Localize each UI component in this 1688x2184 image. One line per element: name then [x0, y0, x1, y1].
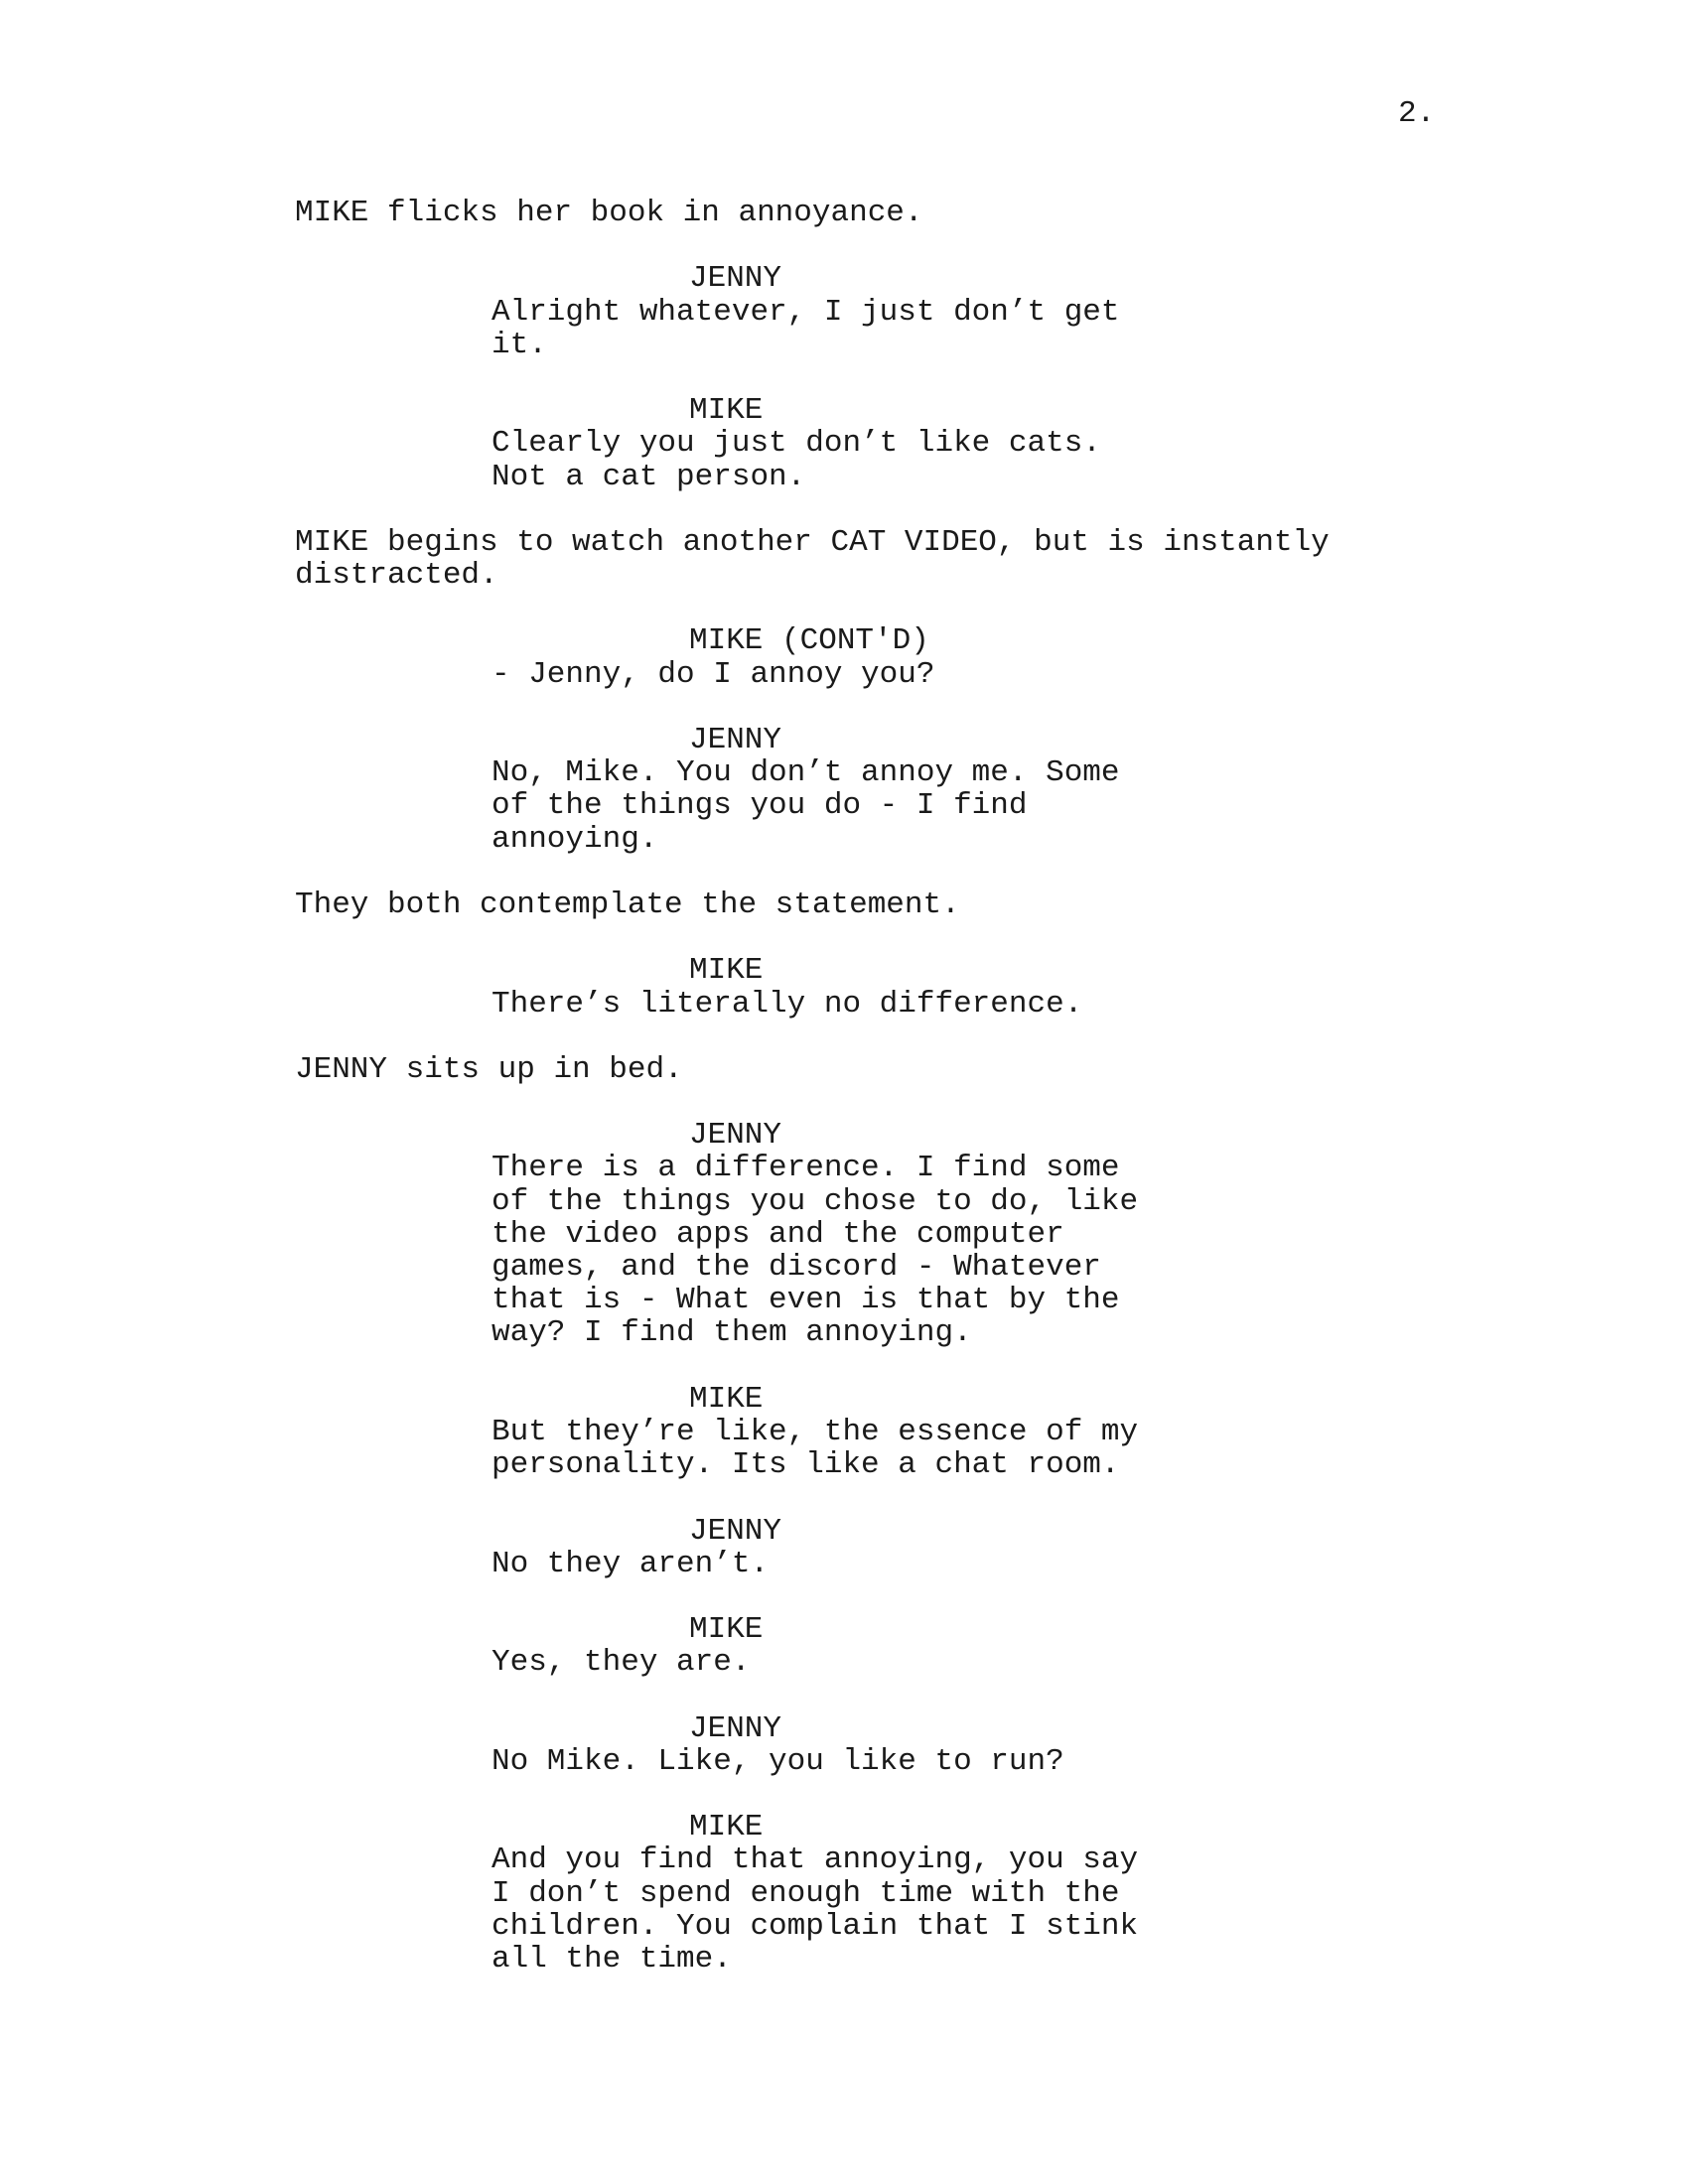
- dialogue-block: [0, 1416, 1688, 1481]
- blank-line: [0, 1086, 1688, 1119]
- dialogue-line: games, and the discord - Whatever: [492, 1250, 1101, 1285]
- blank-line: [0, 1021, 1688, 1053]
- character-name: MIKE: [689, 1381, 764, 1417]
- character-cue: [0, 724, 1688, 756]
- dialogue-line: No Mike. Like, you like to run?: [492, 1743, 1064, 1779]
- screenplay-body: [0, 197, 1688, 1976]
- dialogue-line: annoying.: [492, 821, 658, 857]
- character-name: JENNY: [689, 1513, 782, 1549]
- blank-line: [0, 229, 1688, 262]
- dialogue-block: [0, 658, 1688, 691]
- character-cue: [0, 262, 1688, 295]
- dialogue-line: There is a difference. I find some: [492, 1151, 1120, 1186]
- blank-line: [0, 1580, 1688, 1613]
- character-name: JENNY: [689, 723, 782, 757]
- character-name: MIKE: [689, 393, 764, 429]
- character-name: JENNY: [689, 1710, 782, 1746]
- dialogue-line: No they aren’t.: [492, 1546, 770, 1581]
- blank-line: [0, 921, 1688, 954]
- character-cue: [0, 954, 1688, 987]
- blank-line: [0, 1350, 1688, 1383]
- dialogue-block: [0, 1548, 1688, 1580]
- character-name: JENNY: [689, 261, 782, 297]
- dialogue-line: There’s literally no difference.: [492, 986, 1083, 1022]
- blank-line: [0, 361, 1688, 394]
- dialogue-line: of the things you do - I find: [492, 788, 1028, 824]
- dialogue-line: personality. Its like a chat room.: [492, 1447, 1120, 1483]
- blank-line: [0, 856, 1688, 888]
- dialogue-line: it.: [492, 327, 547, 362]
- dialogue-line: the video apps and the computer: [492, 1216, 1064, 1252]
- dialogue-line: But they’re like, the essence of my: [492, 1414, 1139, 1449]
- dialogue-line: - Jenny, do I annoy you?: [492, 656, 935, 692]
- blank-line: [0, 1679, 1688, 1711]
- character-name: MIKE: [689, 1612, 764, 1648]
- action-block: [0, 526, 1688, 592]
- dialogue-block: [0, 1843, 1688, 1976]
- blank-line: [0, 691, 1688, 724]
- dialogue-block: [0, 1745, 1688, 1778]
- character-cue: [0, 1515, 1688, 1548]
- blank-line: [0, 1481, 1688, 1514]
- character-cue: [0, 1383, 1688, 1416]
- dialogue-line: way? I find them annoying.: [492, 1315, 972, 1351]
- dialogue-block: [0, 988, 1688, 1021]
- character-name: MIKE: [689, 1810, 764, 1845]
- character-name: MIKE (CONT'D): [689, 623, 929, 659]
- dialogue-line: that is - What even is that by the: [492, 1283, 1120, 1318]
- action-block: [0, 888, 1688, 921]
- action-line: MIKE begins to watch another CAT VIDEO, but is instantly: [295, 524, 1330, 560]
- dialogue-line: Clearly you just don’t like cats.: [492, 426, 1101, 462]
- action-line: distracted.: [295, 558, 498, 594]
- character-name: MIKE: [689, 953, 764, 989]
- dialogue-line: Not a cat person.: [492, 459, 806, 494]
- dialogue-block: [0, 1152, 1688, 1349]
- character-cue: [0, 1712, 1688, 1745]
- dialogue-line: Yes, they are.: [492, 1645, 751, 1681]
- character-name: JENNY: [689, 1118, 782, 1154]
- action-line: JENNY sits up in bed.: [295, 1051, 683, 1087]
- action-block: [0, 197, 1688, 229]
- character-cue: [0, 1613, 1688, 1646]
- dialogue-line: all the time.: [492, 1941, 732, 1977]
- blank-line: [0, 493, 1688, 526]
- dialogue-line: of the things you chose to do, like: [492, 1183, 1139, 1219]
- dialogue-block: [0, 296, 1688, 361]
- blank-line: [0, 592, 1688, 624]
- dialogue-block: [0, 756, 1688, 856]
- dialogue-line: children. You complain that I stink: [492, 1908, 1139, 1944]
- dialogue-line: No, Mike. You don’t annoy me. Some: [492, 755, 1120, 791]
- character-cue: [0, 624, 1688, 657]
- action-block: [0, 1053, 1688, 1086]
- dialogue-line: And you find that annoying, you say: [492, 1843, 1139, 1878]
- character-cue: [0, 1811, 1688, 1843]
- dialogue-line: Alright whatever, I just don’t get: [492, 294, 1120, 330]
- action-line: They both contemplate the statement.: [295, 887, 960, 922]
- dialogue-block: [0, 427, 1688, 492]
- blank-line: [0, 1778, 1688, 1811]
- dialogue-line: I don’t spend enough time with the: [492, 1875, 1120, 1911]
- character-cue: [0, 1119, 1688, 1152]
- dialogue-block: [0, 1646, 1688, 1679]
- action-line: MIKE flicks her book in annoyance.: [295, 196, 923, 230]
- character-cue: [0, 394, 1688, 427]
- page-number: 2.: [1398, 96, 1436, 131]
